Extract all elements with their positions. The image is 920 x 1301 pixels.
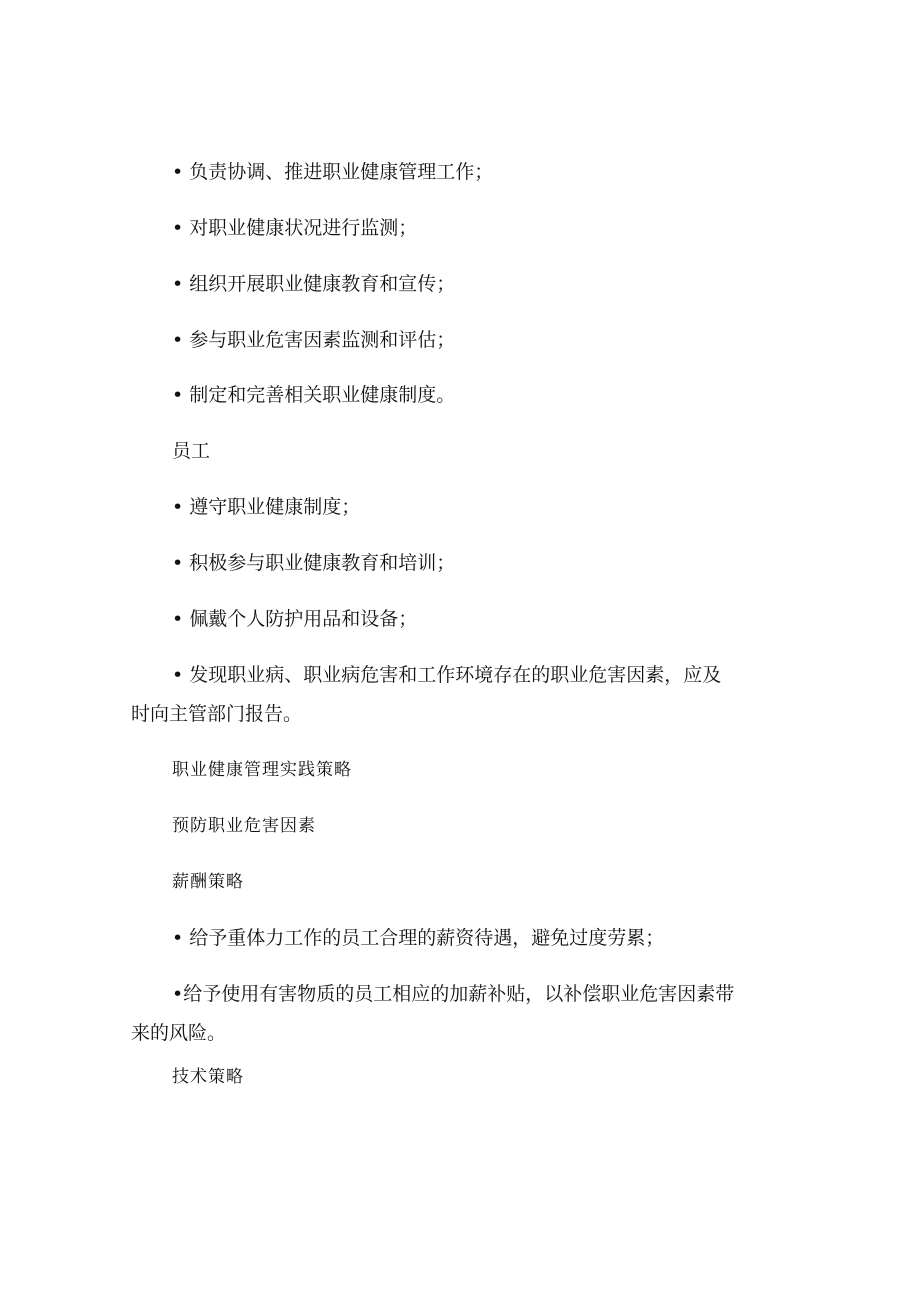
bullet-item: • 遵守职业健康制度； xyxy=(172,496,361,518)
bullet-item: • 制定和完善相关职业健康制度。 xyxy=(172,384,456,406)
bullet-item: • 给予重体力工作的员工合理的薪资待遇，避免过度劳累； xyxy=(172,927,665,949)
bullet-item-continuation: 时向主管部门报告。 xyxy=(131,703,303,725)
section-heading-practice: 职业健康管理实践策略 xyxy=(172,760,352,780)
bullet-item: • 负责协调、推进职业健康管理工作； xyxy=(172,161,494,183)
section-heading-employee: 员工 xyxy=(172,440,211,462)
bullet-item: • 对职业健康状况进行监测； xyxy=(172,217,418,239)
bullet-item-continuation: 来的风险。 xyxy=(131,1022,227,1044)
bullet-item: • 参与职业危害因素监测和评估； xyxy=(172,329,456,351)
section-heading-prevent: 预防职业危害因素 xyxy=(172,816,316,836)
bullet-item: •给予使用有害物质的员工相应的加薪补贴，以补偿职业危害因素带 xyxy=(172,983,735,1005)
section-heading-salary: 薪酬策略 xyxy=(172,872,244,892)
bullet-item: • 组织开展职业健康教育和宣传； xyxy=(172,273,456,295)
section-heading-tech: 技术策略 xyxy=(172,1067,244,1087)
bullet-item: • 发现职业病、职业病危害和工作环境存在的职业危害因素，应及 xyxy=(172,664,722,686)
bullet-item: • 佩戴个人防护用品和设备； xyxy=(172,608,418,630)
bullet-item: • 积极参与职业健康教育和培训； xyxy=(172,552,456,574)
